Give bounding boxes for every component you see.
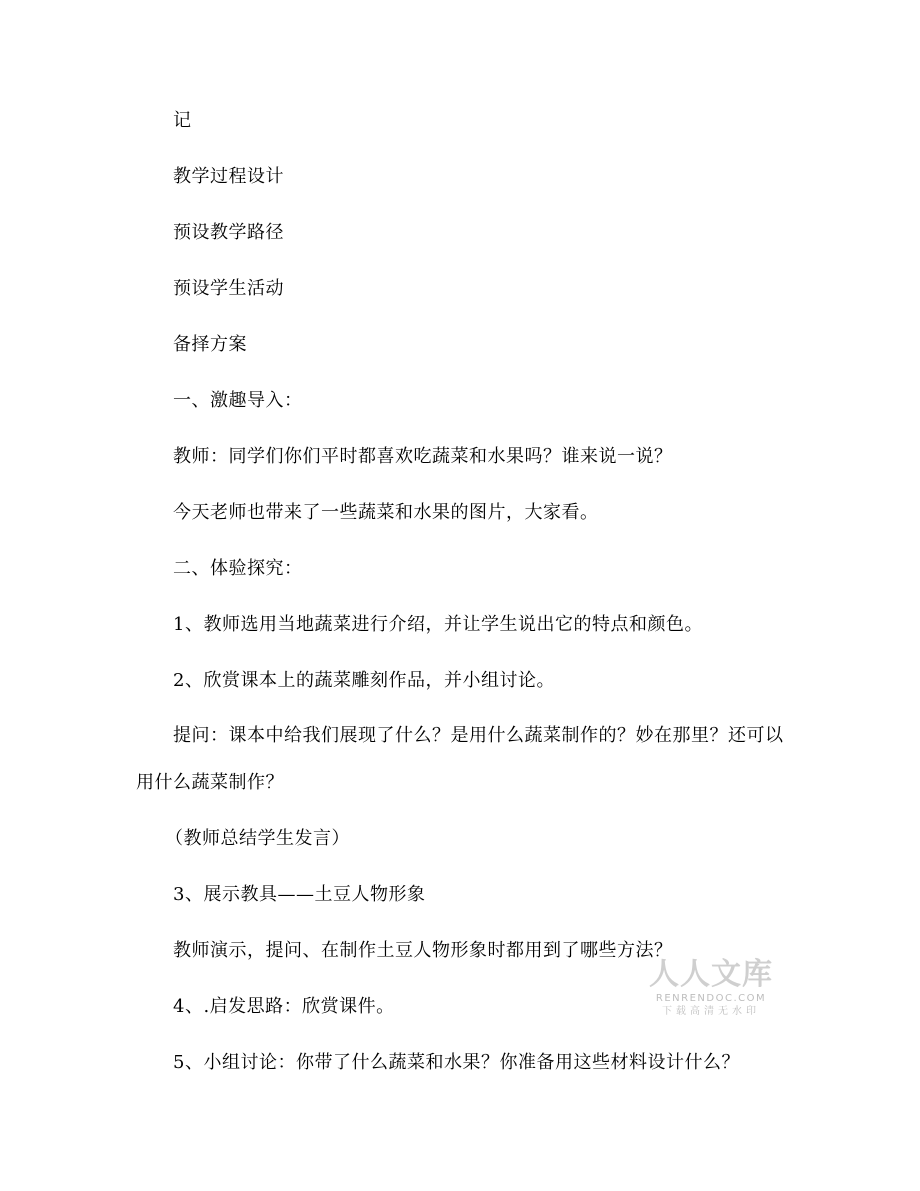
heading-alternative-plan: 备择方案: [173, 334, 247, 355]
heading-student-activity: 预设学生活动: [173, 278, 284, 299]
list-item-1: 1、教师选用当地蔬菜进行介绍，并让学生说出它的特点和颜色。: [173, 614, 703, 635]
heading-teaching-process: 教学过程设计: [173, 166, 284, 187]
watermark-url: RENRENDOC.COM: [655, 993, 767, 1004]
watermark-title: 人人文库: [649, 957, 773, 992]
paragraph-teacher-question: 教师：同学们你们平时都喜欢吃蔬菜和水果吗？谁来说一说？: [173, 446, 673, 467]
list-item-4: 4、.启发思路：欣赏课件。: [173, 996, 395, 1017]
text-line-ji: 记: [173, 110, 192, 131]
watermark-subtitle: 下载高清无水印: [662, 1006, 760, 1017]
paragraph-question-line-2: 用什么蔬菜制作？: [136, 772, 284, 793]
section-heading-intro: 一、激趣导入：: [173, 390, 303, 411]
paragraph-summary-note: （教师总结学生发言）: [165, 828, 350, 849]
list-item-3: 3、展示教具——土豆人物形象: [173, 884, 426, 905]
watermark-logo: [648, 958, 774, 1018]
list-item-5: 5、小组讨论：你带了什么蔬菜和水果？你准备用这些材料设计什么？: [173, 1052, 740, 1073]
section-heading-explore: 二、体验探究：: [173, 558, 303, 579]
list-item-2: 2、欣赏课本上的蔬菜雕刻作品，并小组讨论。: [173, 670, 555, 691]
paragraph-question-line-1: 提问：课本中给我们展现了什么？是用什么蔬菜制作的？妙在那里？还可以: [173, 725, 784, 746]
paragraph-teacher-demo: 教师演示，提问、在制作土豆人物形象时都用到了哪些方法？: [173, 940, 673, 961]
heading-teaching-path: 预设教学路径: [173, 222, 284, 243]
paragraph-teacher-pictures: 今天老师也带来了一些蔬菜和水果的图片，大家看。: [173, 502, 599, 523]
